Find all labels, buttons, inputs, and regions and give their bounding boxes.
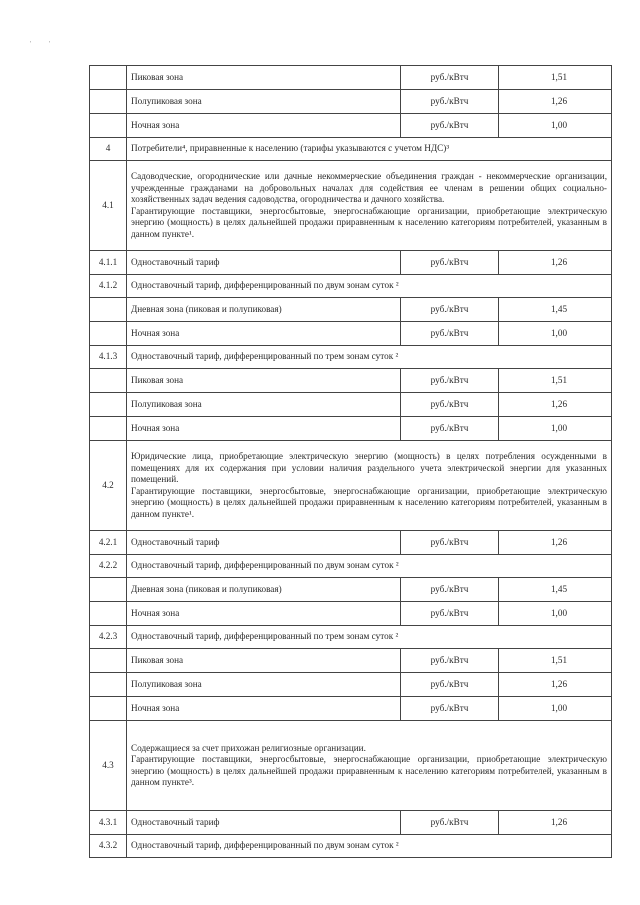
row-unit: руб./кВтч <box>401 393 499 417</box>
description-paragraph: Гарантирующие поставщики, энергосбытовые, энергоснабжающие организации, приобретающие электрическую энергию (мощность) в целях дальнейшей продажи приравненным к населению категориям потребителей, указанным в данном пункте¹. <box>131 485 607 519</box>
row-value: 1,00 <box>499 697 612 721</box>
row-label: Ночная зона <box>127 417 401 441</box>
table-row <box>90 369 612 393</box>
row-heading: Одноставочный тариф, дифференцированный по двум зонам суток ² <box>127 275 612 298</box>
row-heading: Одноставочный тариф, дифференцированный по трем зонам суток ² <box>127 346 612 369</box>
row-unit: руб./кВтч <box>401 417 499 441</box>
table-row <box>90 346 612 369</box>
row-number: 4.1.2 <box>90 275 127 298</box>
table-row <box>90 649 612 673</box>
row-label: Пиковая зона <box>127 66 401 90</box>
row-label: Ночная зона <box>127 322 401 346</box>
row-unit: руб./кВтч <box>401 369 499 393</box>
row-label: Дневная зона (пиковая и полупиковая) <box>127 578 401 602</box>
description-paragraph: Содержащиеся за счет прихожан религиозные организации. <box>131 742 366 753</box>
table-row <box>90 626 612 649</box>
row-number: 4.3 <box>90 721 127 811</box>
tariff-table <box>89 65 612 858</box>
table-row <box>90 90 612 114</box>
row-value: 1,00 <box>499 322 612 346</box>
row-value: 1,26 <box>499 251 612 275</box>
row-label: Ночная зона <box>127 602 401 626</box>
row-number: 4.2.1 <box>90 531 127 555</box>
row-unit: руб./кВтч <box>401 322 499 346</box>
row-value: 1,51 <box>499 66 612 90</box>
row-unit: руб./кВтч <box>401 251 499 275</box>
row-value: 1,45 <box>499 298 612 322</box>
row-number <box>90 66 127 90</box>
row-unit: руб./кВтч <box>401 114 499 138</box>
row-number <box>90 578 127 602</box>
row-value: 1,51 <box>499 649 612 673</box>
table-row <box>90 811 612 835</box>
row-heading: Одноставочный тариф, дифференцированный по двум зонам суток ² <box>127 835 612 858</box>
row-label: Ночная зона <box>127 114 401 138</box>
row-description <box>127 721 612 811</box>
row-unit: руб./кВтч <box>401 649 499 673</box>
row-heading: Одноставочный тариф, дифференцированный по двум зонам суток ² <box>127 555 612 578</box>
table-row <box>90 138 612 161</box>
row-label: Дневная зона (пиковая и полупиковая) <box>127 298 401 322</box>
description-paragraph: Гарантирующие поставщики, энергосбытовые, энергоснабжающие организации, приобретающие электрическую энергию (мощность) в целях дальнейшей продажи приравненным к населению категориям потребителей, указанным в данном пункте³. <box>131 754 607 787</box>
row-label: Полупиковая зона <box>127 90 401 114</box>
row-number <box>90 114 127 138</box>
row-label: Пиковая зона <box>127 369 401 393</box>
row-number <box>90 673 127 697</box>
row-number <box>90 393 127 417</box>
table-row <box>90 161 612 251</box>
table-row <box>90 298 612 322</box>
row-number: 4.1.3 <box>90 346 127 369</box>
row-unit: руб./кВтч <box>401 90 499 114</box>
row-number <box>90 649 127 673</box>
row-value: 1,51 <box>499 369 612 393</box>
row-number: 4.3.1 <box>90 811 127 835</box>
row-unit: руб./кВтч <box>401 602 499 626</box>
tariff-table-body <box>90 66 612 858</box>
table-row <box>90 114 612 138</box>
row-value: 1,26 <box>499 90 612 114</box>
row-value: 1,00 <box>499 417 612 441</box>
table-row <box>90 697 612 721</box>
table-row <box>90 673 612 697</box>
row-label: Одноставочный тариф <box>127 251 401 275</box>
row-unit: руб./кВтч <box>401 531 499 555</box>
row-number <box>90 417 127 441</box>
description-paragraph: Гарантирующие поставщики, энергосбытовые, энергоснабжающие организации, приобретающие электрическую энергию (мощность) в целях дальнейшей продажи приравненным к населению категориям потребителей, указанным в данном пункте¹. <box>131 205 607 239</box>
row-unit: руб./кВтч <box>401 697 499 721</box>
row-number: 4.1 <box>90 161 127 251</box>
row-number <box>90 90 127 114</box>
row-unit: руб./кВтч <box>401 578 499 602</box>
table-row <box>90 441 612 531</box>
row-label: Полупиковая зона <box>127 393 401 417</box>
table-row <box>90 721 612 811</box>
table-row <box>90 393 612 417</box>
row-number <box>90 369 127 393</box>
row-label: Пиковая зона <box>127 649 401 673</box>
row-number <box>90 298 127 322</box>
row-number <box>90 602 127 626</box>
row-value: 1,00 <box>499 602 612 626</box>
row-number <box>90 697 127 721</box>
row-description <box>127 161 612 251</box>
row-heading: Одноставочный тариф, дифференцированный по трем зонам суток ² <box>127 626 612 649</box>
row-value: 1,26 <box>499 531 612 555</box>
row-label: Одноставочный тариф <box>127 811 401 835</box>
row-label: Одноставочный тариф <box>127 531 401 555</box>
row-label: Ночная зона <box>127 697 401 721</box>
row-number: 4.2.3 <box>90 626 127 649</box>
row-description <box>127 441 612 531</box>
description-paragraph: Юридические лица, приобретающие электрическую энергию (мощность) в целях потребления осужденными в помещениях для их содержания при условии наличия раздельного учета электрической энергии для указанных помещений. <box>131 451 607 484</box>
row-number: 4.2.2 <box>90 555 127 578</box>
row-value: 1,26 <box>499 393 612 417</box>
table-row <box>90 66 612 90</box>
row-heading: Потребители⁴, приравненные к населению (тарифы указываются с учетом НДС)³ <box>127 138 612 161</box>
table-row <box>90 531 612 555</box>
table-row <box>90 417 612 441</box>
row-label: Полупиковая зона <box>127 673 401 697</box>
description-paragraph: Садоводческие, огороднические или дачные некоммерческие объединения граждан - некоммерческие организации, учрежденные гражданами на добровольных началах для содействия ее членам в решении общих социально-хозяйственных задач ведения садоводства, огородничества и дачного хозяйства. <box>131 171 607 204</box>
table-row <box>90 578 612 602</box>
row-number: 4 <box>90 138 127 161</box>
row-value: 1,26 <box>499 673 612 697</box>
table-row <box>90 251 612 275</box>
table-row <box>90 835 612 858</box>
row-value: 1,45 <box>499 578 612 602</box>
row-number: 4.3.2 <box>90 835 127 858</box>
table-row <box>90 275 612 298</box>
row-value: 1,26 <box>499 811 612 835</box>
row-value: 1,00 <box>499 114 612 138</box>
row-unit: руб./кВтч <box>401 66 499 90</box>
table-row <box>90 555 612 578</box>
row-unit: руб./кВтч <box>401 811 499 835</box>
row-number <box>90 322 127 346</box>
scan-mark: ' ' <box>30 40 59 48</box>
row-number: 4.1.1 <box>90 251 127 275</box>
table-row <box>90 602 612 626</box>
table-row <box>90 322 612 346</box>
row-unit: руб./кВтч <box>401 673 499 697</box>
row-number: 4.2 <box>90 441 127 531</box>
row-unit: руб./кВтч <box>401 298 499 322</box>
